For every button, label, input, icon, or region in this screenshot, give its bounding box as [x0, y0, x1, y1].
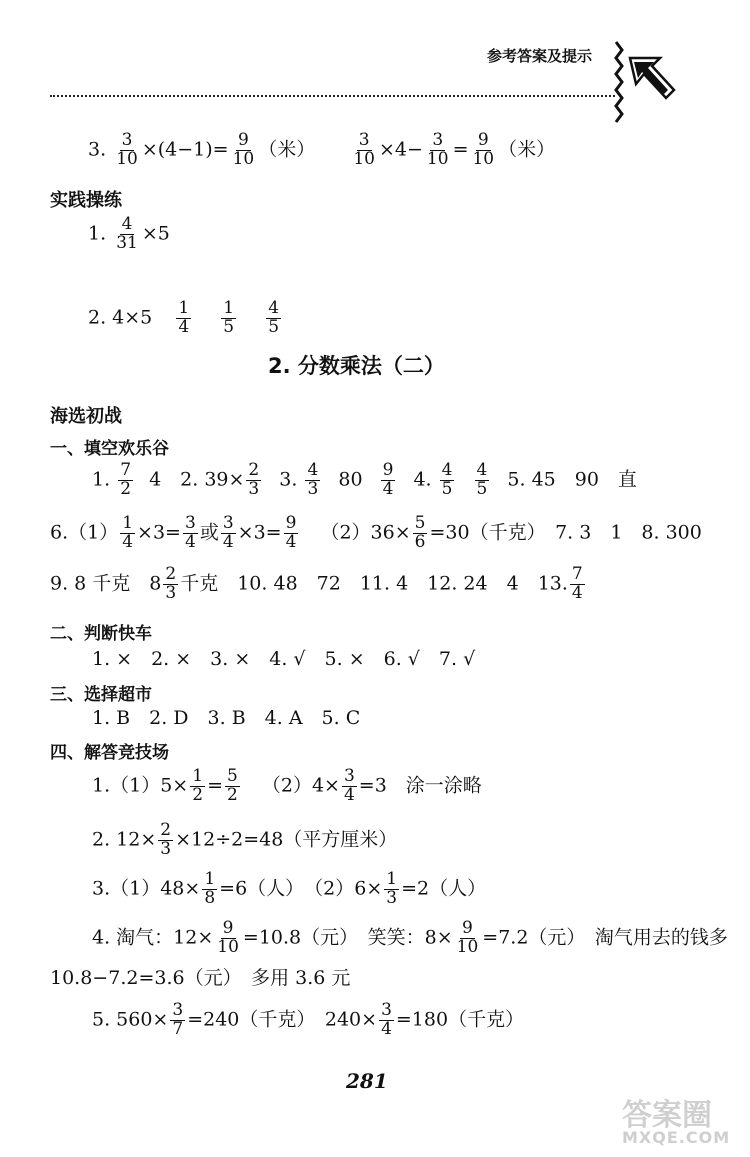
solve-q1: 1.（1）5× $\frac{1}{2}$ = $\frac{5}{2}$ （2）4× $\frac{3}{4}$ =3 涂一涂略 — [92, 766, 482, 805]
solve-q4-continued: 10.8−7.2=3.6（元） 多用 3.6 元 — [50, 967, 351, 989]
section-judge: 二、判断快车 — [50, 624, 152, 644]
header-dotted-rule — [50, 95, 615, 97]
fill-line-1: 1. $\frac{7}{2}$ 4 2. 39× $\frac{2}{3}$ 3. $\frac{4}{3}$ 80 $\frac{9}{4}$ 4. $\frac{4}{5}$ $\frac{4}{5}$ 5. 45 90 直 — [92, 460, 637, 499]
choice-answers: 1. B 2. D 3. B 4. A 5. C — [92, 707, 361, 729]
watermark-url: MXQE.COM — [622, 1128, 731, 1147]
watermark-logo: 答案圈 — [622, 1098, 712, 1133]
chapter-title: 2. 分数乘法（二） — [268, 354, 445, 378]
solve-q5: 5. 560× $\frac{3}{7}$ =240（千克） 240× $\frac{3}{4}$ =180（千克） — [92, 1000, 525, 1039]
judge-answers: 1. × 2. × 3. × 4. √ 5. × 6. √ 7. √ — [92, 648, 476, 670]
section-practice: 实践操练 — [50, 190, 122, 211]
solve-q4: 4. 淘气：12× $\frac{9}{10}$ =10.8（元） 笑笑：8× $\frac{9}{10}$ =7.2（元） 淘气用去的钱多 — [92, 918, 728, 957]
header-title: 参考答案及提示 — [487, 47, 593, 65]
top-item-3: 3. $\frac{3}{10}$ ×(4−1)= $\frac{9}{10}$ （米） $\frac{3}{10}$ ×4− $\frac{3}{10}$ = $\frac{9}{10}$ （米） — [88, 130, 556, 169]
section-fill-blank: 一、填空欢乐谷 — [50, 439, 169, 459]
page-number: 281 — [346, 1069, 388, 1093]
fill-line-3: 9. 8 千克 8 $\frac{2}{3}$ 千克 10. 48 72 11. 4 12. 24 4 13. $\frac{7}{4}$ — [50, 564, 583, 603]
section-haixuan: 海选初战 — [50, 406, 122, 427]
practice-item-2: 2. 4×5 $\frac{1}{4}$ $\frac{1}{5}$ $\frac{4}{5}$ — [88, 298, 280, 337]
section-solve: 四、解答竞技场 — [50, 743, 169, 763]
solve-q2: 2. 12× $\frac{2}{3}$ ×12÷2=48（平方厘米） — [92, 820, 398, 859]
arrow-icon — [608, 40, 680, 130]
solve-q3: 3.（1）48× $\frac{1}{8}$ =6（人） （2）6× $\frac{1}{3}$ =2（人） — [92, 869, 487, 908]
fill-line-2: 6.（1） $\frac{1}{4}$ ×3= $\frac{3}{4}$ 或 $\frac{3}{4}$ ×3= $\frac{9}{4}$ （2）36× $\frac{5}{6}$ =30（千克） 7. 3 1 8. 300 — [50, 513, 702, 552]
section-choice: 三、选择超市 — [50, 685, 152, 705]
practice-item-1: 1. $\frac{4}{31}$ ×5 — [88, 214, 170, 253]
